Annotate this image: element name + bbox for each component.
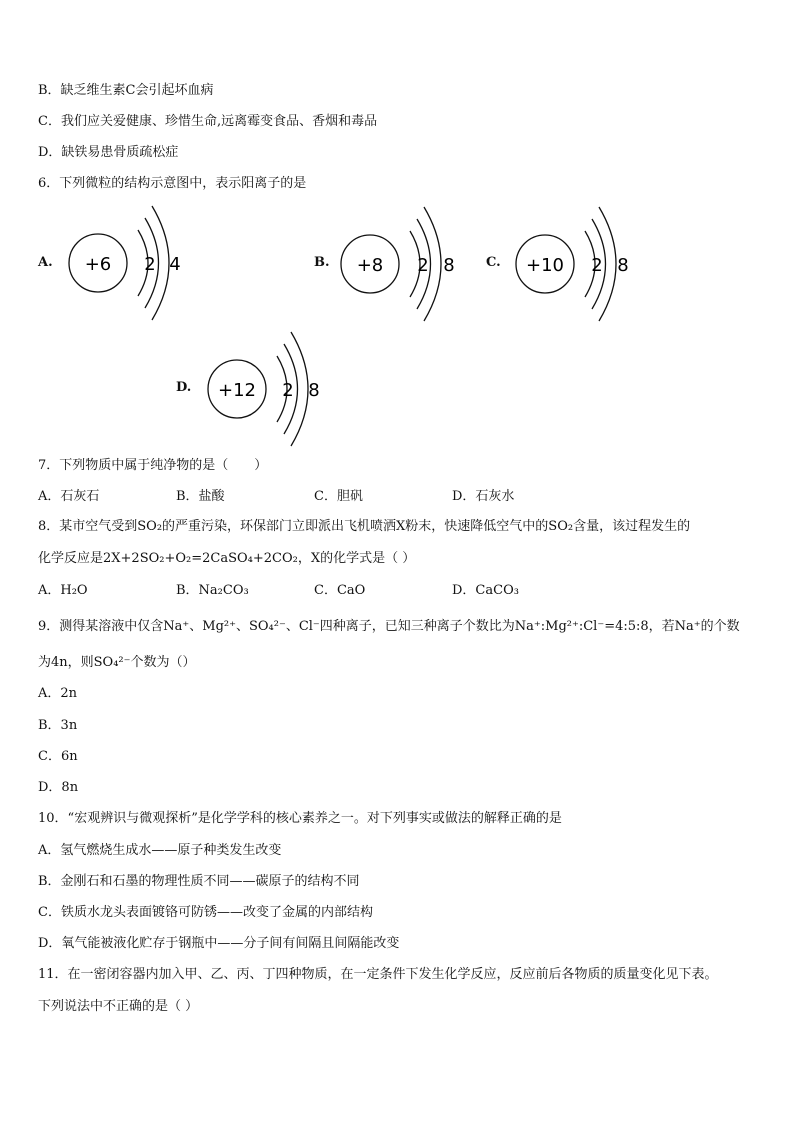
q6-atom-d-diagram (199, 327, 339, 452)
q8-option-a: A．H₂O (38, 583, 88, 598)
question-8-stem-line2: 化学反应是2X+2SO₂+O₂=2CaSO₄+2CO₂，X的化学式是（ ） (38, 551, 416, 566)
svg-text:+12: +12 (218, 380, 256, 401)
q8-option-c: C．CaO (314, 583, 366, 598)
svg-text:2: 2 (282, 380, 294, 401)
q10-option-c: C．铁质水龙头表面镀铬可防锈——改变了金属的内部结构 (38, 905, 373, 920)
option-b-line: B．缺乏维生素C会引起坏血病 (38, 83, 214, 98)
q9-option-c: C．6n (38, 749, 78, 764)
q6-atom-b-diagram (333, 203, 473, 328)
svg-text:8: 8 (308, 380, 320, 401)
q6-option-a-label: A. (38, 255, 53, 270)
q8-option-b: B．Na₂CO₃ (176, 583, 249, 598)
question-9-stem-line2: 为4n，则SO₄²⁻个数为（） (38, 655, 196, 670)
option-d-line: D．缺铁易患骨质疏松症 (38, 145, 179, 160)
svg-text:8: 8 (443, 255, 455, 276)
svg-text:+10: +10 (526, 255, 564, 276)
q10-option-d: D．氧气能被液化贮存于钢瓶中——分子间有间隔且间隔能改变 (38, 936, 400, 951)
q7-option-c: C．胆矾 (314, 489, 363, 504)
question-6-stem: 6．下列微粒的结构示意图中，表示阳离子的是 (38, 176, 307, 191)
q7-option-b: B．盐酸 (176, 489, 225, 504)
shell-1-electrons: 2 (144, 254, 156, 275)
svg-text:8: 8 (617, 255, 629, 276)
option-c-line: C．我们应关爱健康、珍惜生命,远离霉变食品、香烟和毒品 (38, 114, 378, 129)
shell-2-electrons: 4 (169, 254, 181, 275)
question-7-stem: 7．下列物质中属于纯净物的是（ ） (38, 458, 268, 473)
q7-option-a: A．石灰石 (38, 489, 100, 504)
q6-option-b-label: B. (314, 255, 330, 270)
q10-option-b: B．金刚石和石墨的物理性质不同——碳原子的结构不同 (38, 874, 360, 889)
q9-option-b: B．3n (38, 718, 78, 733)
question-9-stem-line1: 9．测得某溶液中仅含Na⁺、Mg²⁺、SO₄²⁻、Cl⁻四种离子，已知三种离子个数比为Na⁺:Mg²⁺:Cl⁻=4:5:8，若Na⁺的个数 (38, 619, 740, 634)
q6-atom-c-diagram (508, 203, 648, 328)
question-11-stem-line1: 11．在一密闭容器内加入甲、乙、丙、丁四种物质，在一定条件下发生化学反应，反应前后各物质的质量变化见下表。 (38, 967, 718, 982)
q8-option-d: D．CaCO₃ (452, 583, 519, 598)
q7-option-d: D．石灰水 (452, 489, 515, 504)
nucleus-charge: +6 (84, 254, 112, 275)
q9-option-a: A．2n (38, 686, 78, 701)
q10-option-a: A．氢气燃烧生成水——原子种类发生改变 (38, 843, 282, 858)
svg-text:2: 2 (591, 255, 603, 276)
question-10-stem: 10．“宏观辨识与微观探析”是化学学科的核心素养之一。对下列事实或做法的解释正确的是 (38, 811, 562, 826)
svg-text:+8: +8 (356, 255, 384, 276)
q9-option-d: D．8n (38, 780, 79, 795)
question-11-stem-line2: 下列说法中不正确的是（ ） (38, 999, 199, 1014)
question-8-stem-line1: 8．某市空气受到SO₂的严重污染，环保部门立即派出飞机喷洒X粉末，快速降低空气中的SO₂含量，该过程发生的 (38, 519, 691, 534)
q6-option-c-label: C. (486, 255, 501, 270)
q6-option-d-label: D. (176, 380, 192, 395)
q6-atom-a-diagram (60, 200, 200, 325)
svg-text:2: 2 (417, 255, 429, 276)
